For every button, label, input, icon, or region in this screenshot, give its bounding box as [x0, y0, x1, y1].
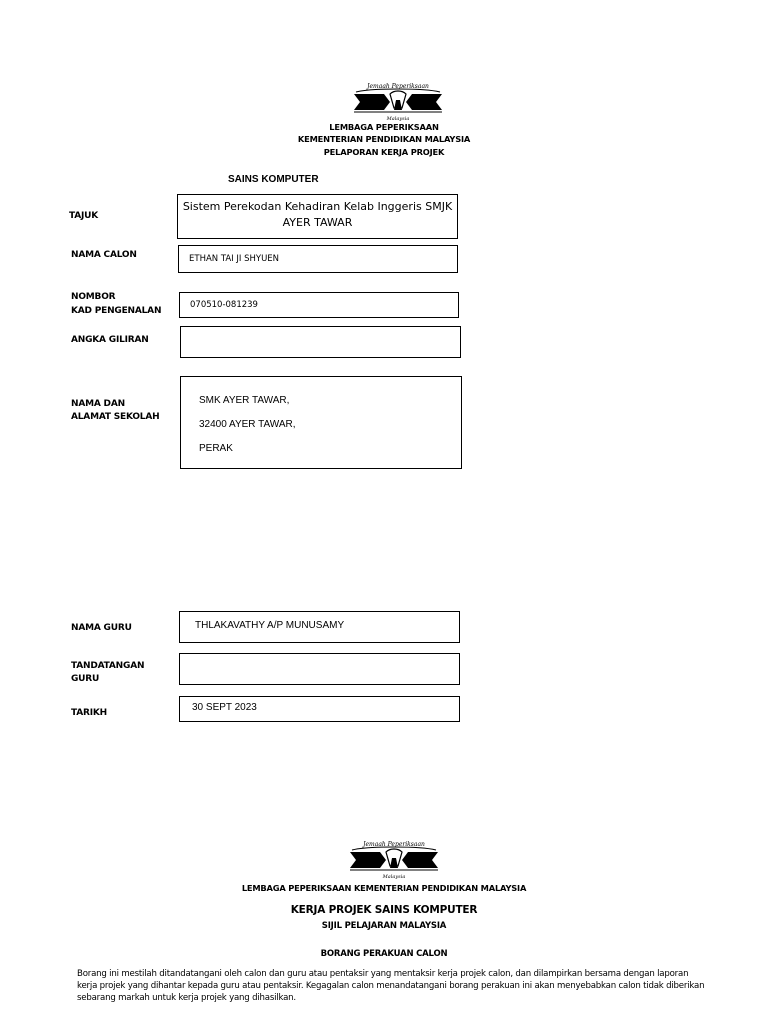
nama-calon-value: ETHAN TAI JI SHYUEN — [189, 254, 280, 264]
lp-emblem-bottom — [346, 836, 442, 882]
tarikh-value: 30 SEPT 2023 — [192, 702, 257, 713]
nombor-label-2: KAD PENGENALAN — [71, 306, 162, 316]
alamat-label-2: ALAMAT SEKOLAH — [71, 412, 160, 422]
nombor-kp-value: 070510-081239 — [190, 300, 258, 310]
tandatangan-guru-field[interactable] — [179, 653, 460, 685]
notice-line-2: kerja projek yang dihantar kepada guru atau pentaksir. Kegagalan calon menandatangani borang perakuan ini akan menyebabkan calon tidak diberikan — [77, 981, 705, 991]
tajuk-label: TAJUK — [69, 211, 99, 221]
tandatangan-label-2: GURU — [71, 674, 100, 684]
emblem-icon — [346, 836, 442, 882]
form-title: BORANG PERAKUAN CALON — [320, 949, 448, 959]
nama-calon-field[interactable] — [178, 245, 458, 273]
tarikh-label: TARIKH — [71, 708, 107, 718]
notice-line-3: sebarang markah untuk kerja projek yang dihasilkan. — [77, 993, 296, 1003]
footer-org-line: LEMBAGA PEPERIKSAAN KEMENTERIAN PENDIDIKAN MALAYSIA — [241, 883, 527, 893]
nama-guru-field[interactable] — [179, 611, 460, 643]
angka-giliran-label: ANGKA GILIRAN — [71, 335, 149, 345]
tajuk-line-2: AYER TAWAR — [282, 216, 353, 229]
alamat-line-1: SMK AYER TAWAR, — [199, 395, 290, 406]
tajuk-field[interactable] — [177, 194, 458, 239]
nombor-kp-field[interactable] — [179, 292, 459, 318]
tandatangan-label-1: TANDATANGAN — [71, 661, 145, 671]
svg-text:Malaysia: Malaysia — [382, 874, 406, 880]
alamat-line-2: 32400 AYER TAWAR, — [199, 419, 296, 430]
svg-text:Jemaah Peperiksaan: Jemaah Peperiksaan — [363, 841, 425, 848]
alamat-sekolah-field[interactable] — [180, 376, 462, 469]
tarikh-field[interactable] — [179, 696, 460, 722]
tajuk-line-1: Sistem Perekodan Kehadiran Kelab Inggeris SMJK — [182, 200, 453, 213]
angka-giliran-field[interactable] — [180, 326, 461, 358]
alamat-lines — [199, 389, 296, 461]
notice-text — [77, 968, 717, 1004]
header-line-1: LEMBAGA PEPERIKSAAN — [329, 122, 439, 132]
header-line-3: PELAPORAN KERJA PROJEK — [323, 147, 445, 157]
footer-subtitle: SIJIL PELAJARAN MALAYSIA — [321, 921, 447, 931]
svg-text:Malaysia: Malaysia — [386, 116, 410, 122]
svg-text:Jemaah Peperiksaan: Jemaah Peperiksaan — [367, 83, 429, 90]
alamat-line-3: PERAK — [199, 443, 233, 454]
footer-title: KERJA PROJEK SAINS KOMPUTER — [290, 904, 478, 916]
notice-line-1: Borang ini mestilah ditandatangani oleh calon dan guru atau pentaksir yang mentaksir kerja projek calon, dan dilampirkan bersama dengan laporan — [77, 969, 689, 979]
nama-calon-label: NAMA CALON — [71, 250, 137, 260]
nama-guru-value: THLAKAVATHY A/P MUNUSAMY — [195, 620, 345, 631]
nama-guru-label: NAMA GURU — [71, 623, 132, 633]
subject-title: SAINS KOMPUTER — [228, 174, 319, 185]
nombor-label-1: NOMBOR — [71, 292, 116, 302]
lp-emblem-top — [350, 80, 446, 122]
alamat-label-1: NAMA DAN — [71, 399, 125, 409]
emblem-icon — [350, 80, 446, 122]
header-line-2: KEMENTERIAN PENDIDIKAN MALAYSIA — [297, 134, 471, 144]
